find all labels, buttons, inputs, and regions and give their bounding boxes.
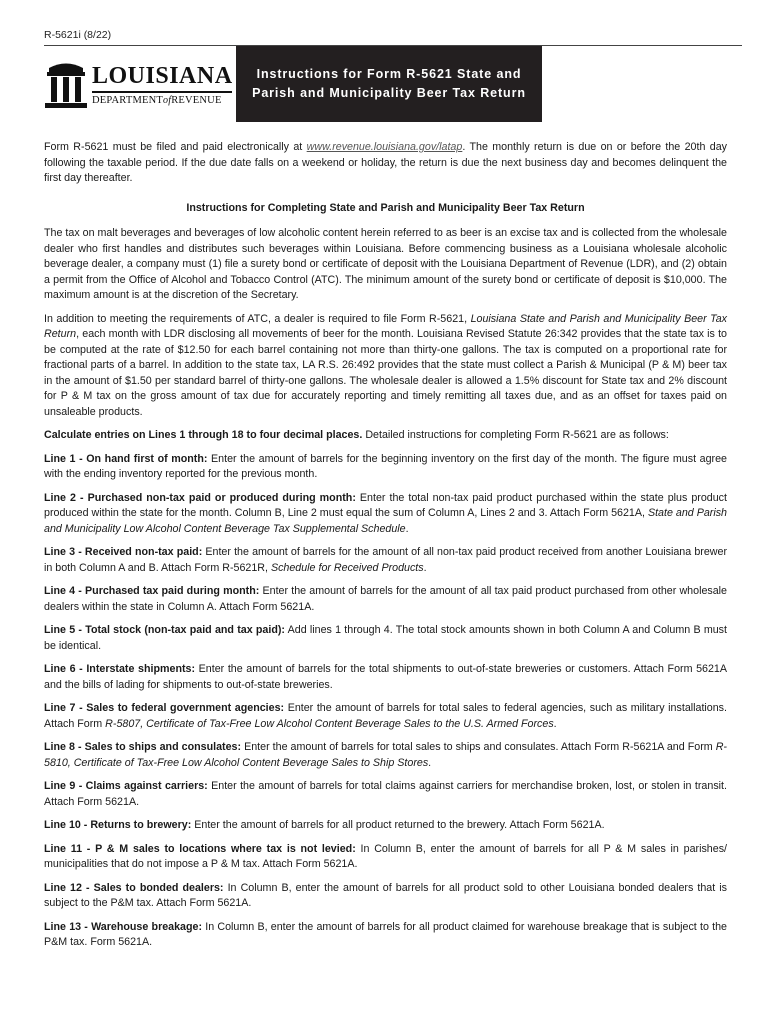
- document-title-banner: [236, 46, 542, 122]
- logo-wordmark: LOUISIANA: [92, 63, 233, 89]
- logo-subtitle: DEPARTMENTofREVENUE: [92, 95, 222, 106]
- instructions-body: [44, 140, 727, 959]
- line-9-instruction: Line 9 - Claims against carriers: Enter the amount of barrels for total claims against carriers for merchandise broken, lost, or stolen in transit. Attach Form 5621A.: [44, 780, 727, 808]
- latap-link[interactable]: www.revenue.louisiana.gov/latap: [306, 141, 463, 153]
- logo-divider: [92, 91, 232, 93]
- line-1-instruction: Line 1 - On hand first of month: Enter the amount of barrels for the beginning inventory on the first day of the month. The figure must agree with the ending inventory reported for the previous month.: [44, 452, 727, 480]
- line-13-instruction: Line 13 - Warehouse breakage: In Column B, enter the amount of barrels for all product claimed for warehouse breakage that is subject to the P&M tax. Form 5621A.: [44, 920, 727, 948]
- line-5-instruction: Line 5 - Total stock (non-tax paid and tax paid): Add lines 1 through 4. The total stock amounts shown in both Column A and Column B must be identical.: [44, 624, 727, 652]
- line-12-instruction: Line 12 - Sales to bonded dealers: In Column B, enter the amount of barrels for all product sold to other Louisiana bonded dealers that is subject to the P&M tax. Attach Form 5621A.: [44, 881, 727, 909]
- capitol-building-icon: [44, 62, 88, 108]
- document-title: Instructions for Form R-5621 State and Parish and Municipality Beer Tax Return: [252, 67, 526, 100]
- section-heading: Instructions for Completing State and Parish and Municipality Beer Tax Return: [186, 201, 585, 214]
- line-10-instruction: Line 10 - Returns to brewery: Enter the amount of barrels for all product returned to the brewery. Attach Form 5621A.: [44, 819, 605, 831]
- line-8-instruction: Line 8 - Sales to ships and consulates: Enter the amount of barrels for total sales to ships and consulates. Attach Form R-5621A and Form R-5810, Certificate of Tax-Free Low Alcohol Content Beverage Sales to Ship Stores.: [44, 741, 727, 769]
- line-7-instruction: Line 7 - Sales to federal government agencies: Enter the amount of barrels for total sales to federal agencies, such as military installations. Attach Form R-5807, Certificate of Tax-Free Low Alcohol Content Beverage Sales to the U.S. Armed Forces.: [44, 702, 727, 730]
- line-11-instruction: Line 11 - P & M sales to locations where tax is not levied: In Column B, enter the amount of barrels for all P & M sales in parishes/ municipalities that do not impose a P & M tax. Attach Form 5621A.: [44, 842, 728, 870]
- line-6-instruction: Line 6 - Interstate shipments: Enter the amount of barrels for the total shipments to out-of-state breweries or customers. Attach Form 5621A and the bills of lading for shipments to out-of-state breweries.: [44, 663, 728, 691]
- intro-paragraph: Form R-5621 must be filed and paid electronically at www.revenue.louisiana.gov/latap. The monthly return is due on or before the 20th day following the taxable period. If the due date falls on a weekend or holiday, the return is due the next business day and becomes delinquent the first day thereafter.: [44, 141, 727, 184]
- paragraph-overview: The tax on malt beverages and beverages of low alcoholic content herein referred to as beer is an excise tax and is collected from the wholesale dealer who first handles and distributes such beverages within Louisiana. Before commencing business as a Louisiana wholesale alcoholic beverage dealer, a company must (1) file a surety bond or certificate of deposit with the Louisiana Department of Revenue (LDR), and (2) obtain a permit from the Office of Alcohol and Tobacco Control (ATC). The minimum amount of the surety bond or certificate of deposit is $10,000. The maximum amount is at the discretion of the Secretary.: [44, 227, 727, 301]
- louisiana-revenue-logo: [44, 62, 233, 108]
- form-code: R-5621i (8/22): [44, 29, 112, 41]
- line-2-instruction: Line 2 - Purchased non-tax paid or produced during month: Enter the total non-tax paid product purchased within the state plus product produced within the state for the month. Column B, Line 2 must equal the sum of Column A, Lines 2 and 3. Attach Form 5621A, State and Parish and Municipality Low Alcohol Content Beverage Tax Supplemental Schedule.: [44, 491, 727, 535]
- line-3-instruction: Line 3 - Received non-tax paid: Enter the amount of barrels for the amount of all non-tax paid product received from another Louisiana brewer in both Column A and B. Attach Form R-5621R, Schedule for Received Products.: [44, 546, 727, 574]
- paragraph-calculation: Calculate entries on Lines 1 through 18 to four decimal places. Detailed instructions for completing Form R-5621 are as follows:: [44, 429, 669, 441]
- line-4-instruction: Line 4 - Purchased tax paid during month: Enter the amount of barrels for the amount of all tax paid product purchased from other wholesale dealers within the state in Column A. Attach Form 5621A.: [44, 585, 727, 613]
- paragraph-requirements: In addition to meeting the requirements of ATC, a dealer is required to file Form R-5621, Louisiana State and Parish and Municipality Beer Tax Return, each month with LDR disclosing all movements of beer for the month. Louisiana Revised Statute 26:342 provides that the state tax is to be computed at the rate of $12.50 for each barrel containing not more than thirty-one gallons. The tax is computed on a proportional rate for fractional parts of a barrel. In addition to the state tax, LA R.S. 26:492 provides that the state must collect a Parish & Municipal (P & M) beer tax in the amount of $1.50 per standard barrel of thirty-one gallons. The wholesale dealer is allowed a 1.5% discount for State tax and 2% discount for P & M tax on the gross amount of tax due for accurately reporting and timely remitting all taxes due, and as an offset for taxes paid on unsaleable products.: [44, 312, 727, 418]
